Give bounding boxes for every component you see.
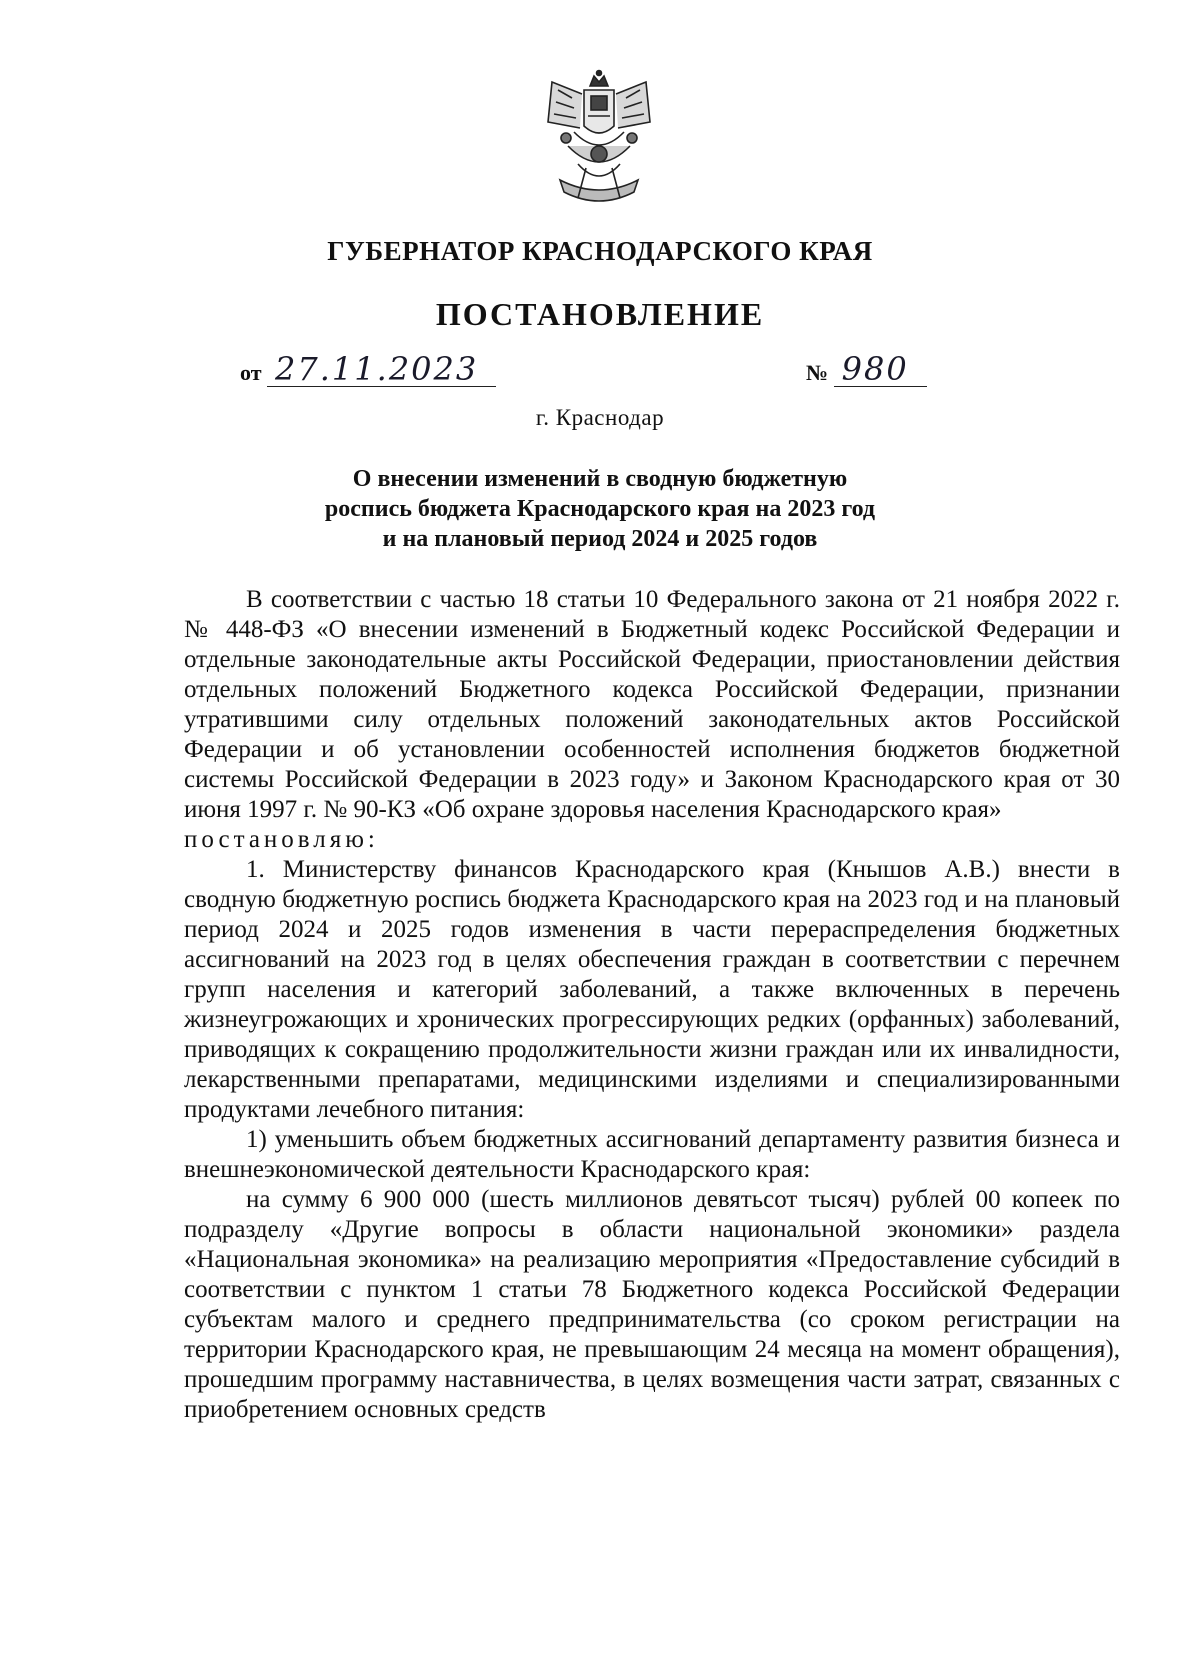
preamble-text: В соответствии с частью 18 статьи 10 Федерального закона от 21 ноября 2022 г. № 448-ФЗ «О внесении изменений в Бюджетный кодекс Российской Федерации и отдельные законодательные акты Российской Федерации, приостановлении действия отдельных положений Бюджетного кодекса Российской Федерации, признании утратившими силу отдельных положений законодательных актов Российской Федерации и об установлении особенностей исполнения бюджетов бюджетной системы Российской Федерации в 2023 году» и Законом Краснодарского края от 30 июня 1997 г. № 90-КЗ «Об охране здоровья населения Краснодарского края» (184, 586, 1120, 823)
paragraph-item-1: 1. Министерству финансов Краснодарского края (Кнышов А.В.) внести в сводную бюджетную роспись бюджета Краснодарского края на 2023 год и на плановый период 2024 и 2025 годов изменения в части перераспределения бюджетных ассигнований на 2023 год в целях обеспечения граждан в соответствии с перечнем групп населения и категорий заболеваний, а также включенных в перечень жизнеугрожающих и хронических прогрессирующих редких (орфанных) заболеваний, приводящих к сокращению продолжительности жизни граждан или их инвалидности, лекарственными препаратами, медицинскими изделиями и специализированными продуктами лечебного питания: (184, 856, 1120, 1123)
subject-line-3: и на плановый период 2024 и 2025 годов (382, 526, 818, 552)
date-row (240, 352, 496, 387)
subject-line-1: О внесении изменений в сводную бюджетную (352, 466, 848, 492)
date-label: от (240, 360, 262, 385)
paragraph-subitem-1: 1) уменьшить объем бюджетных ассигнований департаменту развития бизнеса и внешнеэкономической деятельности Краснодарского края: (184, 1126, 1120, 1183)
paragraph-amount: на сумму 6 900 000 (шесть миллионов девятьсот тысяч) рублей 00 копеек по подразделу «Другие вопросы в области национальной экономики» раздела «Национальная экономика» на реализацию мероприятия «Предоставление субсидий в соответствии с пунктом 1 статьи 78 Бюджетного кодекса Российской Федерации субъектам малого и среднего предпринимательства (со сроком регистрации на территории Краснодарского края, не превышающим 24 месяца на момент обращения), прошедшим программу наставничества, в целях возмещения части затрат, связанных с приобретением основных средств (184, 1186, 1120, 1423)
paragraph-resolve (184, 825, 1120, 855)
coat-of-arms-emblem (538, 68, 660, 210)
subject-line-2: роспись бюджета Краснодарского края на 2023 год (324, 496, 876, 522)
city-line: г. Краснодар (535, 405, 665, 430)
document-type-title: ПОСТАНОВЛЕНИЕ (435, 296, 765, 332)
number-value: 980 (834, 352, 927, 387)
number-label: № (806, 360, 829, 385)
document-body (184, 585, 1120, 1425)
number-row (806, 352, 927, 387)
resolve-word: постановляю: (184, 826, 379, 853)
authority-title: ГУБЕРНАТОР КРАСНОДАРСКОГО КРАЯ (327, 236, 873, 266)
date-value: 27.11.2023 (267, 352, 496, 387)
paragraph-preamble (184, 585, 1120, 825)
document-subject (0, 464, 1200, 554)
